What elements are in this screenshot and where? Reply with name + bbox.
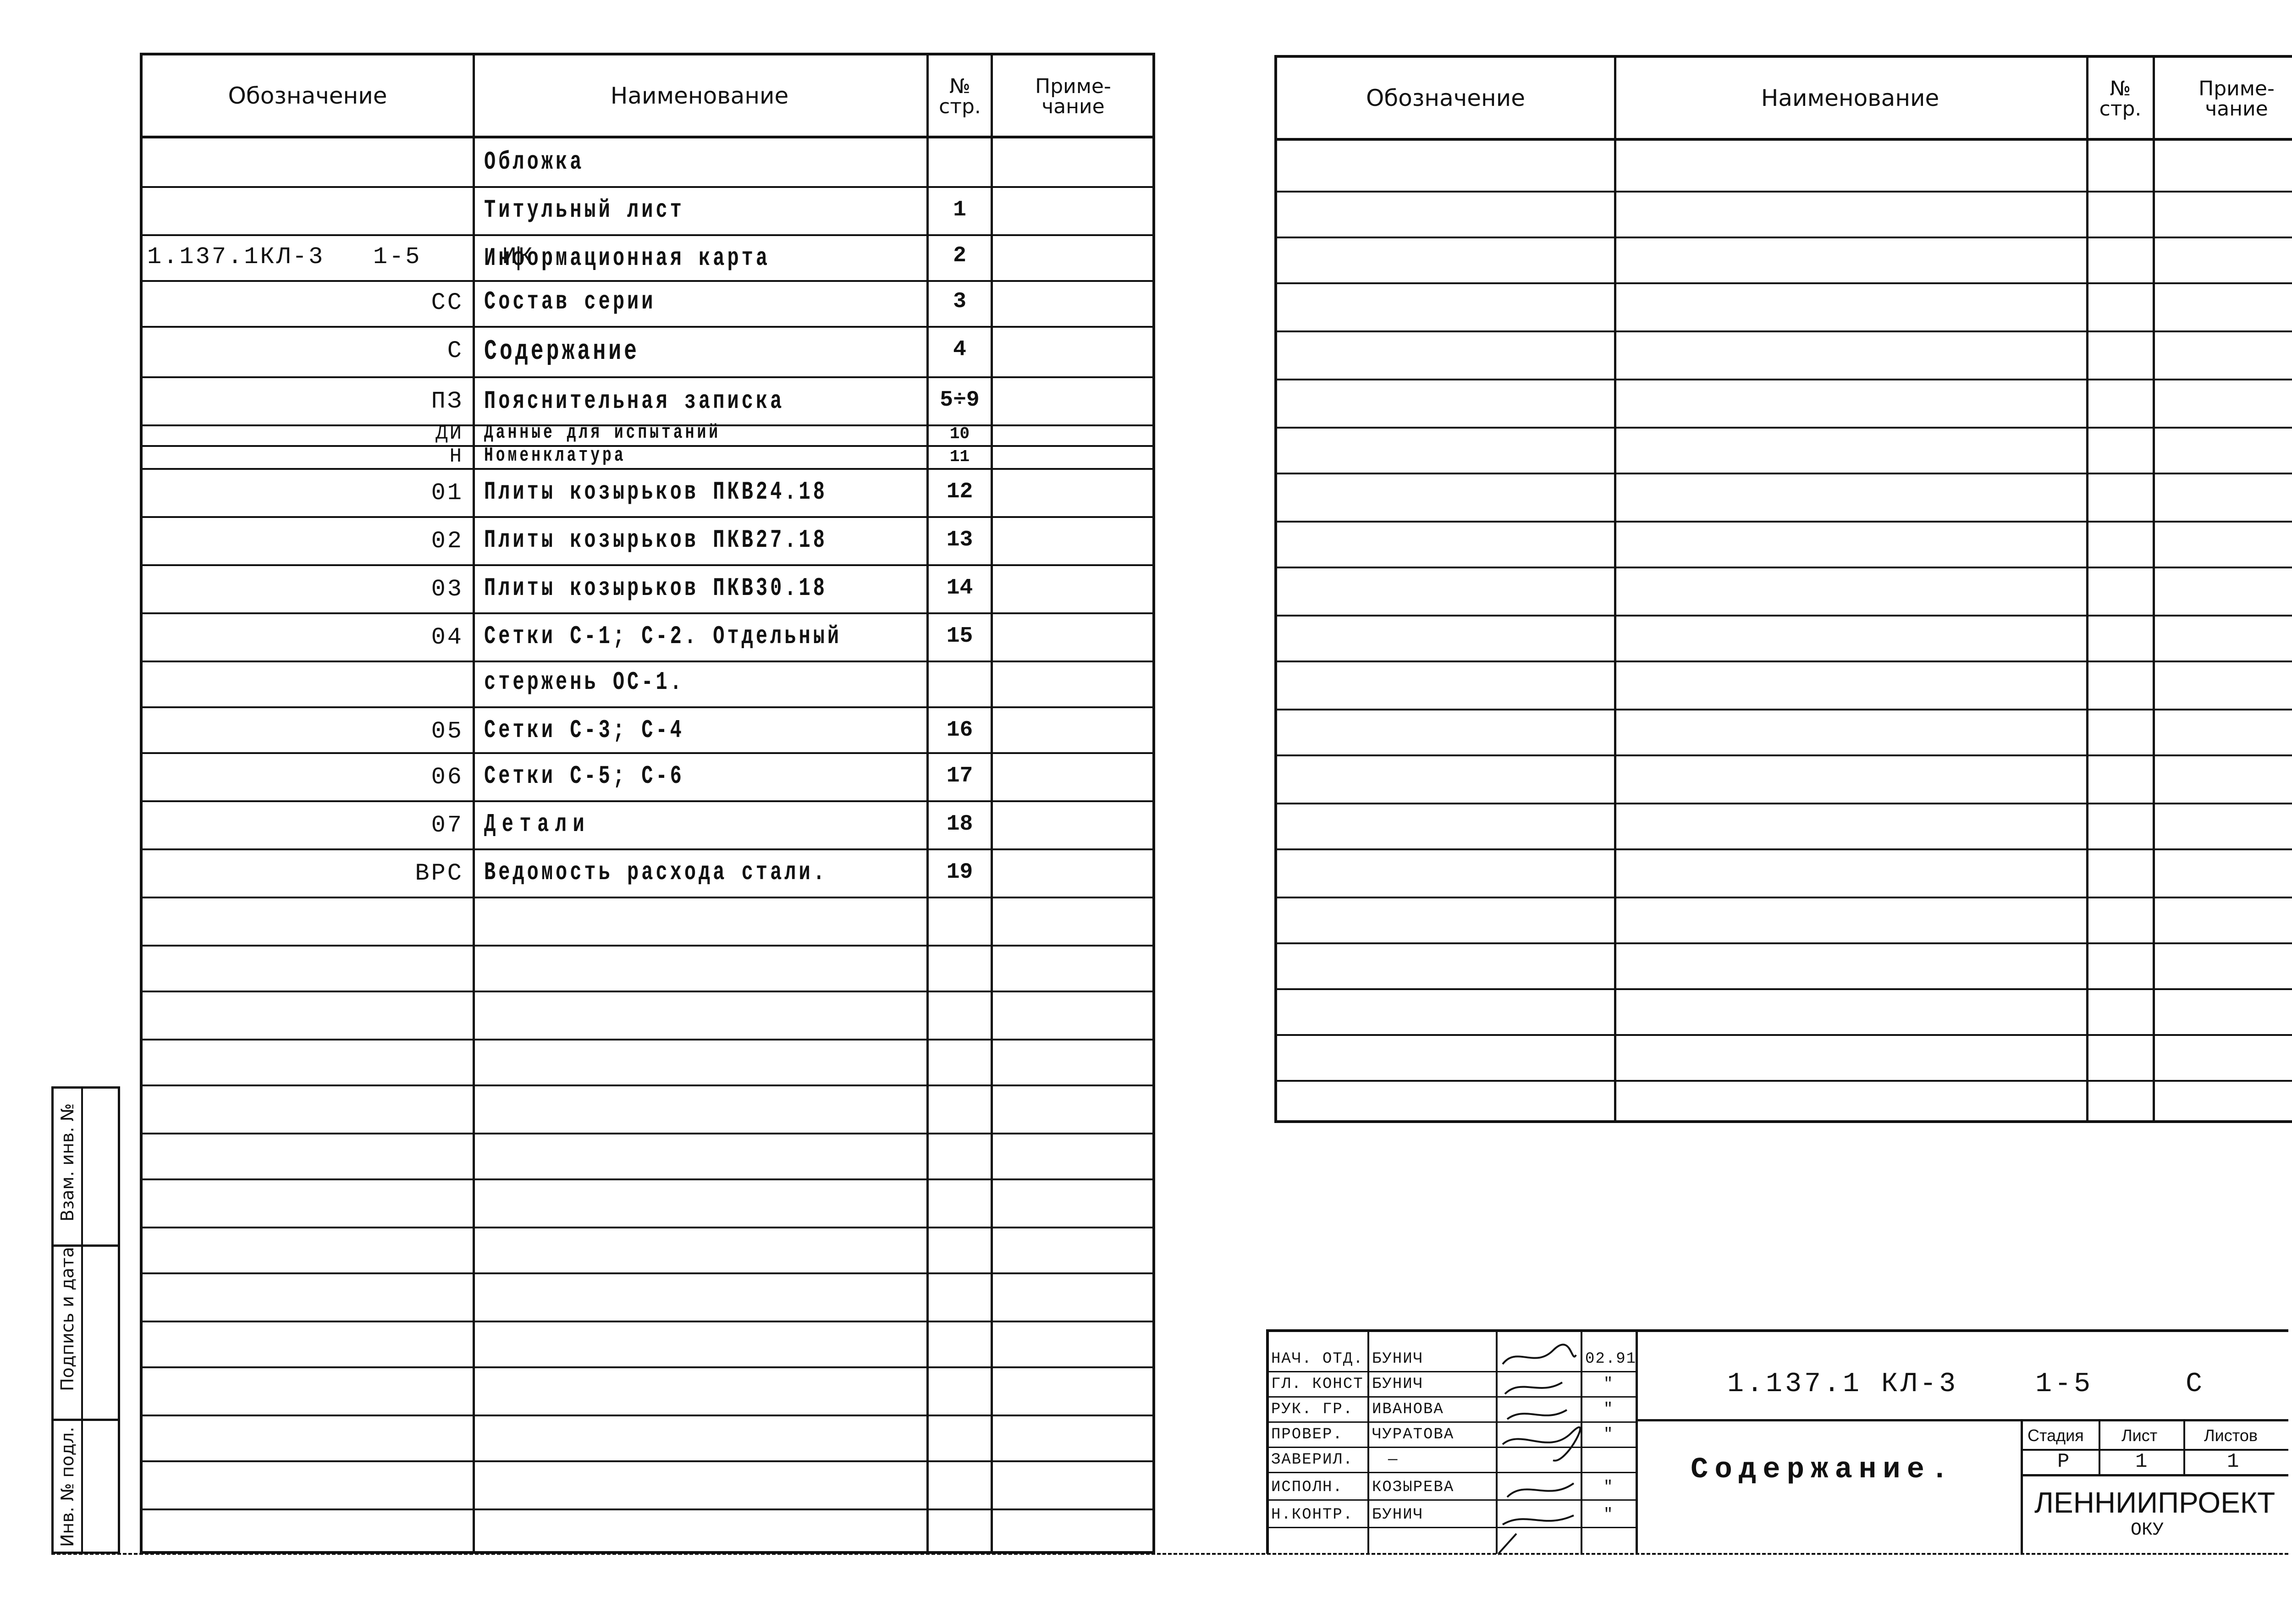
stamp-divider — [1367, 1332, 1369, 1554]
row-line — [143, 186, 1152, 188]
row-line — [143, 1321, 1152, 1322]
row-line — [143, 326, 1152, 328]
row-code: ДИ — [435, 422, 463, 445]
row-code: 01 — [431, 479, 463, 506]
row-line — [1277, 988, 2292, 990]
row-page: 10 — [949, 424, 970, 443]
row-line — [143, 376, 1152, 378]
row-page: 12 — [946, 479, 973, 504]
row-line — [1277, 330, 2292, 332]
row-name: Сетки С-3; С-4 — [484, 716, 684, 745]
row-code: 04 — [431, 624, 463, 651]
stamp-divider — [1496, 1332, 1498, 1554]
sheet-value: 1 — [2135, 1450, 2148, 1473]
row-line — [143, 945, 1152, 947]
row-line — [143, 1039, 1152, 1040]
sub-org: ОКУ — [2131, 1520, 2164, 1541]
row-line — [1277, 521, 2292, 523]
row-name: Плиты козырьков ПКВ24.18 — [484, 477, 827, 506]
row-name: стержень ОС-1. — [484, 667, 684, 697]
sidebar-divider — [81, 1089, 83, 1552]
row-line — [143, 1366, 1152, 1368]
row-page: 2 — [953, 243, 966, 268]
row-name: Сетки С-5; С-6 — [484, 761, 684, 791]
stage-value: Р — [2057, 1450, 2070, 1473]
stamp-date: " — [1603, 1426, 1614, 1443]
row-name: Содержание — [484, 335, 640, 368]
row-line — [1277, 897, 2292, 898]
stamp-role: ПРОВЕР. — [1271, 1426, 1343, 1443]
row-line — [1277, 615, 2292, 617]
row-line — [1277, 427, 2292, 429]
row-page: 4 — [953, 337, 966, 362]
sidebar-sign-date-label: Подпись и дата — [57, 1247, 77, 1391]
col-divider — [2153, 58, 2155, 1120]
row-code: 06 — [431, 764, 463, 791]
header-designation: Обозначение — [1366, 84, 1525, 111]
col-divider — [1614, 58, 1616, 1120]
row-line — [143, 468, 1152, 470]
row-line — [1277, 848, 2292, 850]
signature-scribbles — [1498, 1337, 1581, 1557]
row-name: Сетки С-1; С-2. Отдельный — [484, 622, 842, 651]
row-line — [143, 1227, 1152, 1228]
stamp-name: БУНИЧ — [1372, 1376, 1424, 1393]
row-line — [143, 661, 1152, 662]
row-code: ПЗ — [431, 388, 463, 415]
doc-code: 1.137.1 КЛ-3 1-5 — [1727, 1369, 2094, 1400]
row-line — [1277, 567, 2292, 568]
row-code: С — [447, 337, 463, 364]
row-code: СС — [431, 289, 463, 316]
header-note: Приме- чание — [2198, 77, 2275, 121]
row-name: Ведомость расхода стали. — [484, 858, 827, 887]
row-line — [1277, 661, 2292, 662]
row-line — [1277, 379, 2292, 380]
stamp-name: ЧУРАТОВА — [1372, 1426, 1455, 1443]
stamp-name: — — [1388, 1451, 1399, 1469]
header-page-no: № стр. — [939, 75, 981, 118]
row-line — [1277, 1034, 2292, 1036]
doc-title: Содержание. — [1691, 1453, 1955, 1486]
stage-label: Стадия — [2028, 1426, 2084, 1445]
row-line — [1277, 282, 2292, 284]
row-page: 14 — [946, 576, 973, 600]
row-line — [143, 800, 1152, 802]
header-page-no: № стр. — [2099, 77, 2142, 121]
org-name: ЛЕННИИПРОЕКТ — [2034, 1486, 2275, 1519]
stamp-row-line — [1269, 1396, 1636, 1398]
stamp-date: " — [1603, 1506, 1614, 1524]
row-name: Титульный лист — [484, 195, 684, 225]
row-name: Плиты козырьков ПКВ30.18 — [484, 573, 827, 603]
stamp-divider — [2021, 1474, 2288, 1476]
sheet-mark: С — [2186, 1369, 2205, 1400]
header-name: Наименование — [1761, 84, 1939, 111]
title-block — [1266, 1329, 2288, 1554]
sidebar-inv-sub-label: Инв. № подл. — [57, 1426, 77, 1547]
stamp-row-line — [1269, 1421, 1636, 1423]
row-line — [143, 280, 1152, 282]
stamp-row-line — [1269, 1371, 1636, 1372]
row-page: 11 — [949, 447, 970, 466]
row-page: 15 — [946, 624, 973, 649]
row-line — [1277, 473, 2292, 474]
row-name: Пояснительная записка — [484, 386, 785, 416]
sheets-value: 1 — [2227, 1450, 2239, 1473]
stamp-row-line — [1269, 1499, 1636, 1501]
row-line — [1277, 754, 2292, 756]
row-code: 03 — [431, 576, 463, 603]
header-divider — [143, 136, 1152, 138]
stamp-role: ИСПОЛН. — [1271, 1479, 1343, 1496]
stamp-row-line — [1269, 1447, 1636, 1448]
stamp-row-line — [1269, 1472, 1636, 1473]
row-name: Состав серии — [484, 287, 656, 316]
stamp-date: " — [1603, 1401, 1614, 1418]
stamp-name: БУНИЧ — [1372, 1506, 1424, 1524]
row-line — [143, 1508, 1152, 1510]
binding-sidebar — [51, 1086, 120, 1554]
stamp-date: 02.91 — [1585, 1350, 1637, 1368]
row-line — [1277, 237, 2292, 238]
stamp-name: БУНИЧ — [1372, 1350, 1424, 1368]
sidebar-divider — [54, 1419, 118, 1421]
header-note: Приме- чание — [1035, 75, 1111, 118]
row-name: Информационная карта — [484, 243, 771, 273]
row-line — [1277, 942, 2292, 944]
stamp-date: " — [1603, 1479, 1614, 1496]
header-divider — [1277, 138, 2292, 141]
sidebar-swap-inv-label: Взам. инв. № — [57, 1103, 77, 1222]
row-line — [143, 516, 1152, 518]
stamp-divider — [2183, 1419, 2185, 1474]
row-line — [1277, 1080, 2292, 1082]
row-line — [143, 991, 1152, 992]
row-line — [143, 1460, 1152, 1462]
stamp-name: ИВАНОВА — [1372, 1401, 1444, 1418]
row-line — [143, 1178, 1152, 1180]
bottom-border — [51, 1553, 2288, 1555]
row-page: 16 — [946, 718, 973, 743]
row-line — [143, 706, 1152, 708]
stamp-name: КОЗЫРЕВА — [1372, 1479, 1455, 1496]
row-name: Обложка — [484, 147, 584, 176]
stamp-role: ГЛ. КОНСТ. — [1271, 1376, 1374, 1393]
col-divider — [2086, 58, 2088, 1120]
row-page: 19 — [946, 860, 973, 885]
row-line — [143, 1272, 1152, 1274]
row-line — [143, 1415, 1152, 1416]
sheets-label: Листов — [2204, 1426, 2258, 1445]
row-page: 17 — [946, 764, 973, 788]
row-line — [143, 752, 1152, 754]
row-name: Данные для испытаний — [484, 421, 721, 444]
row-page: 3 — [953, 289, 966, 314]
stamp-role: НАЧ. ОТД. — [1271, 1350, 1364, 1368]
stamp-role: Н.КОНТР. — [1271, 1506, 1354, 1524]
row-line — [143, 897, 1152, 898]
stamp-role: ЗАВЕРИЛ. — [1271, 1451, 1354, 1469]
row-line — [143, 1085, 1152, 1086]
sheet-label: Лист — [2121, 1426, 2158, 1445]
row-page: 1 — [953, 198, 966, 222]
row-line — [1277, 191, 2292, 193]
row-line — [143, 612, 1152, 614]
stamp-divider — [1636, 1419, 2288, 1421]
row-line — [143, 564, 1152, 566]
row-page: 5÷9 — [940, 388, 980, 413]
row-page: 18 — [946, 812, 973, 837]
row-name: Детали — [484, 809, 591, 839]
stamp-divider — [1581, 1332, 1582, 1554]
row-name: Плиты козырьков ПКВ27.18 — [484, 525, 827, 555]
left-contents-table — [140, 53, 1155, 1554]
right-contents-table — [1274, 55, 2292, 1123]
row-line — [1277, 709, 2292, 710]
row-name: Номенклатура — [484, 444, 626, 467]
row-line — [143, 234, 1152, 236]
row-code: Н — [449, 445, 463, 468]
row-line — [143, 1133, 1152, 1134]
stamp-date: " — [1603, 1376, 1614, 1393]
stamp-role: РУК. ГР. — [1271, 1401, 1354, 1418]
row-code: 1.137.1КЛ-3 1-5 ИК — [147, 243, 534, 270]
row-line — [143, 848, 1152, 850]
stamp-divider — [2099, 1419, 2100, 1474]
row-code: 05 — [431, 718, 463, 745]
row-page: 13 — [946, 528, 973, 552]
row-code: 02 — [431, 528, 463, 555]
stamp-row-line — [1269, 1527, 1636, 1528]
row-line — [1277, 803, 2292, 804]
header-name: Наименование — [610, 82, 789, 109]
stamp-divider — [2021, 1419, 2023, 1554]
row-code: 07 — [431, 812, 463, 839]
row-code: ВРС — [415, 860, 463, 887]
header-designation: Обозначение — [228, 82, 387, 109]
